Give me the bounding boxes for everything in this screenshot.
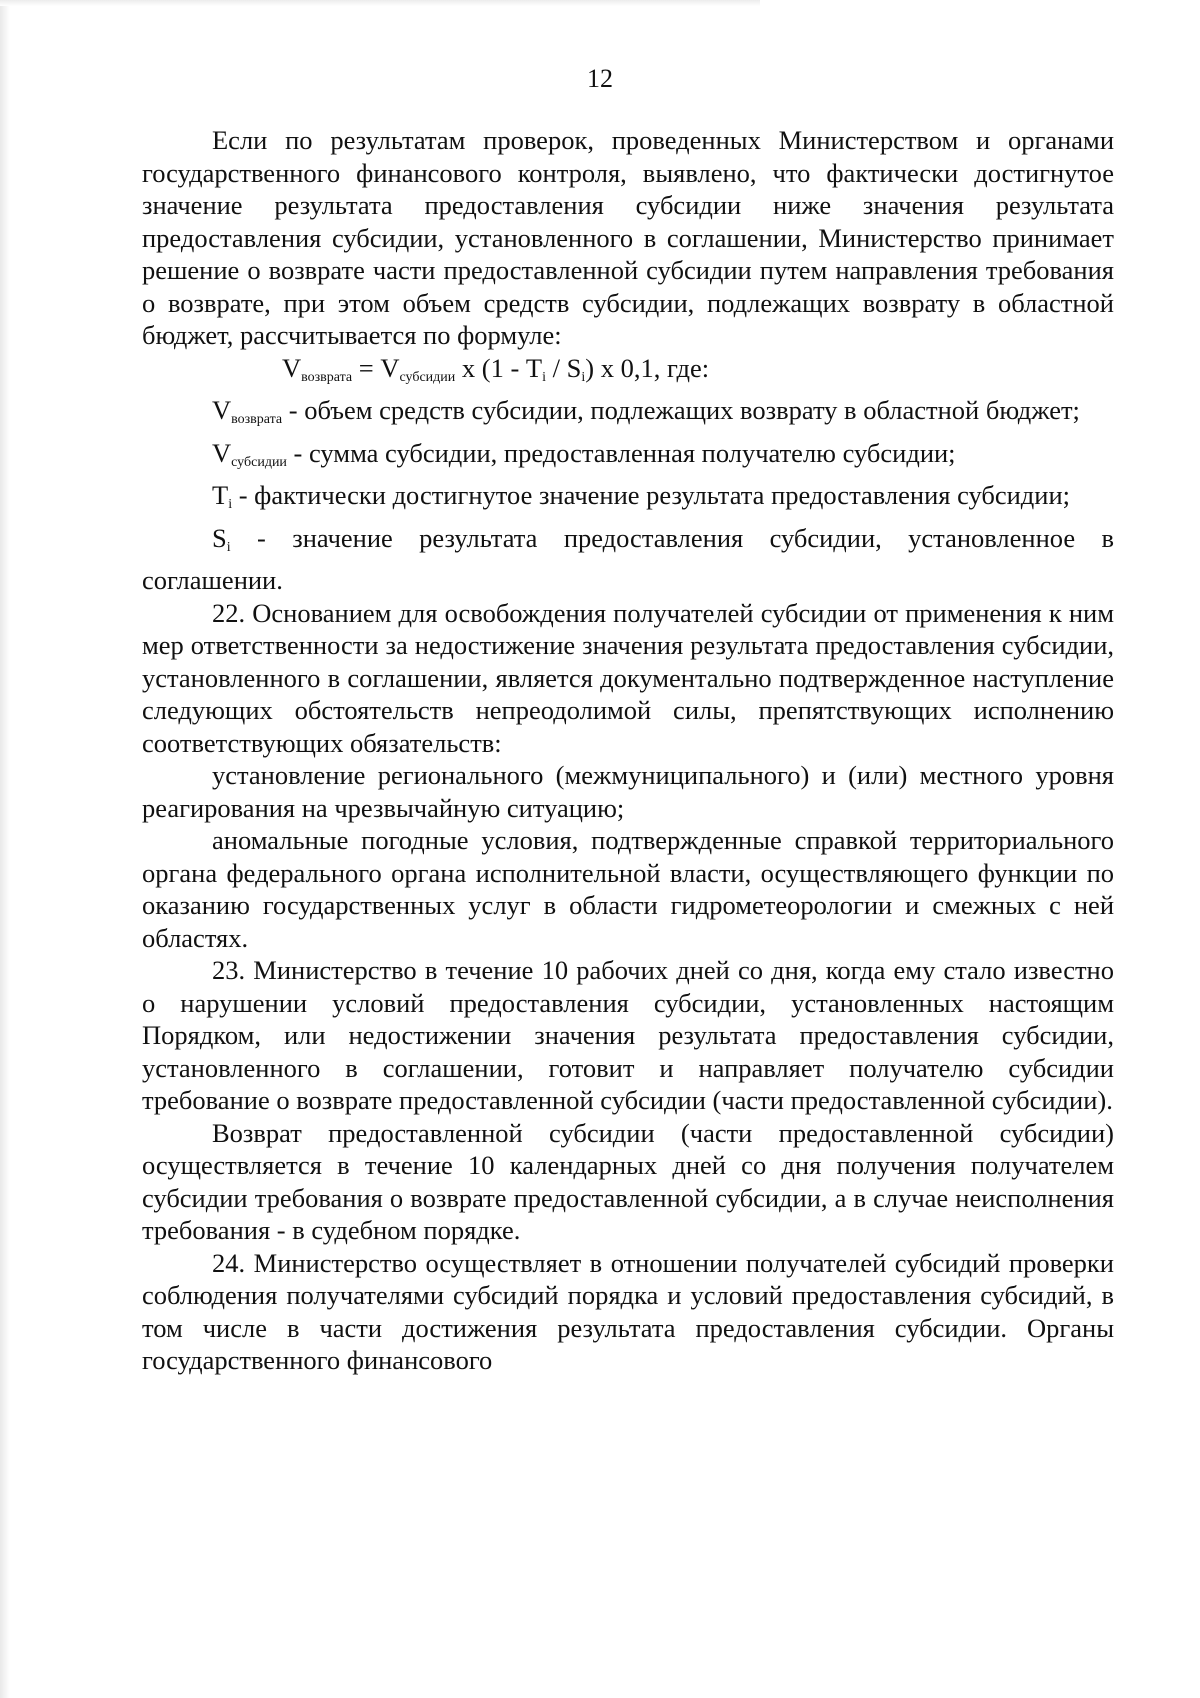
definition-v-subsidy — [142, 437, 1114, 480]
formula-middle: х (1 - T — [455, 352, 543, 383]
formula-slash: / S — [546, 352, 582, 383]
definition-t — [142, 479, 1114, 522]
paragraph-23: 23. Министерство в течение 10 рабочих дней со дня, когда ему стало известно о нарушении условий предоставления субсидии, установленных настоящим Порядком, или недостижении значения результата предоставления субсидии, установленного в соглашении, готовит и направляет получателю субсидии требование о возврате предоставленной субсидии (части предоставленной субсидии). — [142, 955, 1114, 1115]
paragraph-23-return: Возврат предоставленной субсидии (части предоставленной субсидии) осуществляется в течение 10 календарных дней со дня получения получателем субсидии требования о возврате предоставленной субсидии, а в случае неисполнения требования - в судебном порядке. — [142, 1117, 1114, 1245]
formula-equals: = — [352, 352, 381, 383]
formula-v-subsidy-subscript: субсидии — [399, 369, 456, 385]
formula-v-subsidy: V — [380, 352, 400, 383]
paragraph-22: 22. Основанием для освобождения получателей субсидии от применения к ним мер ответственности за недостижение значения результата предоставления субсидии, установленного в соглашении, является документально подтвержденное наступление следующих обстоятельств непреодолимой силы, препятствующих исполнению соответствующих обязательств: — [142, 597, 1114, 758]
definition-text: - фактически достигнутое значение результата предоставления субсидии; — [232, 480, 1071, 510]
definition-subscript: i — [226, 539, 231, 555]
definition-symbol: S — [212, 522, 227, 553]
scan-shadow-top — [0, 0, 760, 6]
scan-shadow-left — [0, 0, 10, 1698]
document-body — [142, 124, 1114, 1377]
definition-v-return — [142, 394, 1114, 437]
definition-symbol: V — [212, 437, 232, 468]
definition-text: - объем средств субсидии, подлежащих возврату в областной бюджет; — [282, 395, 1080, 425]
paragraph-22-item-2: аномальные погодные условия, подтвержденные справкой территориального органа федерального органа исполнительной власти, осуществляющего функции по оказанию государственных услуг в области гидрометеорологии и смежных с ней областях. — [142, 825, 1114, 953]
formula-t-subscript: i — [542, 369, 547, 385]
definition-subscript: субсидии — [231, 454, 287, 470]
paragraph-24: 24. Министерство осуществляет в отношении получателей субсидий проверки соблюдения получателями субсидий порядка и условий предоставления субсидий, в том числе в части достижения результата предоставления субсидии. Органы государственного финансового — [142, 1247, 1114, 1375]
definition-symbol: T — [212, 480, 229, 510]
formula-v-return: V — [282, 352, 302, 383]
definition-subscript: i — [228, 497, 233, 512]
formula-v-return-subscript: возврата — [301, 369, 353, 385]
definition-symbol: V — [212, 395, 232, 425]
page-number: 12 — [587, 64, 613, 93]
definition-s — [142, 522, 1114, 597]
formula-tail: ) х 0,1, где: — [585, 352, 710, 383]
formula-s-subscript: i — [581, 369, 586, 385]
intro-paragraph: Если по результатам проверок, проведенных Министерством и органами государственного финансового контроля, выявлено, что фактически достигнутое значение результата предоставления субсидии ниже значения результата предоставления субсидии, установленного в соглашении, Министерство принимает решение о возврате части предоставленной субсидии путем направления требования о возврате, при этом объем средств субсидии, подлежащих возврату в областной бюджет, рассчитывается по формуле: — [142, 125, 1114, 350]
definition-subscript: возврата — [231, 412, 283, 427]
formula — [142, 352, 1114, 395]
paragraph-22-item-1: установление регионального (межмуниципального) и (или) местного уровня реагирования на чрезвычайную ситуацию; — [142, 760, 1114, 823]
definition-text: - сумма субсидии, предоставленная получателю субсидии; — [286, 437, 956, 468]
definition-text: - значение результата предоставления субсидии, установленное в соглашении. — [142, 522, 1114, 595]
